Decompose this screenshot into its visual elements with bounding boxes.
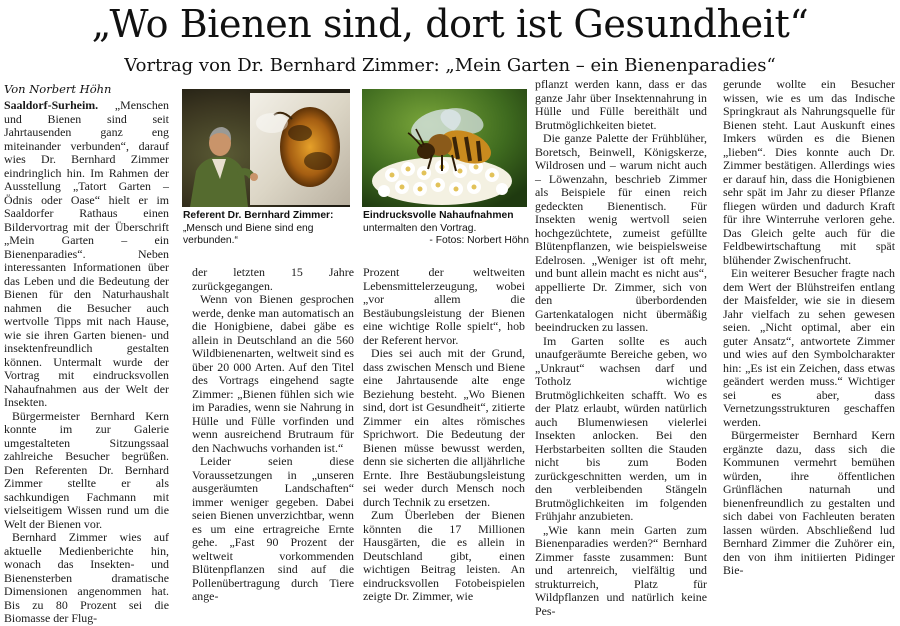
article-column-2 <box>192 265 354 603</box>
caption-label: Referent Dr. Bernhard Zimmer: <box>183 210 334 221</box>
speaker-photo <box>182 89 350 207</box>
paragraph: gerunde wollte ein Besucher wissen, wie es um das Indische Springkraut als Nahrungsquelle für Bienen steht. Laut Auskunft eines Imkers würden es die Bienen „lieben“. Dies konnte auch Dr. Zimmer bestätigen. Allerdings wies er darauf hin, dass die Honigbienen sehr spät im Jahr zu dieser Pflanze fliegen würden und dadurch Kraft für ihre Winterruhe verloren gehe. Das Gleich gelte auch für die Feldbewirtschaftung mit spät blühender Zwischenfrucht. <box>723 77 895 267</box>
photo-credit: - Fotos: Norbert Höhn <box>429 235 529 246</box>
paragraph: Im Garten sollte es auch unaufgeräumte Bereiche geben, wo „Unkraut“ wachsen darf und Totholz wichtige Brutmöglichkeiten schafft. Wo es der Platz erlaubt, würden natürlich auch Blumenwiesen vielerlei Insekten anlocken. Bei den Herbstarbeiten sollten die Stauden nicht bis zum Boden zurückgeschnitten werden, um in den verbleibenden Stängeln Brutmöglichkeiten im folgenden Frühjahr anzubieten. <box>535 333 707 523</box>
paragraph: „Wie kann mein Garten zum Bienenparadies werden?“ Bernhard Zimmer fasste zusammen: Bunt und artenreich, vielfältig und strukturreich, Platz für Wildpflanzen und natürlich keine Pes- <box>535 522 707 618</box>
paragraph <box>4 99 169 410</box>
dateline: Saaldorf-Surheim. <box>4 98 99 112</box>
bee-photo <box>362 89 527 207</box>
paragraph: Die ganze Palette der Frühblüher, Boretsch, Beinwell, Königskerze, Wildrosen und – warum nicht auch – Löwenzahn, beschrieb Zimmer als Beispiele für einen reich gedeckten Bienentisch. Für Insekten wenig wertvoll seien hochgezüchtete, zumeist gefüllte Blütenpflanzen, wie beispielsweise Edelrosen. „Weniger ist oft mehr, und bunt allein macht es nicht aus“, appellierte Dr. Zimmer, sich von den überbordenden Gartenkatalogen nicht übermäßig beeindrucken zu lassen. <box>535 131 707 334</box>
paragraph: Bürgermeister Bernhard Kern konnte im zur Galerie umgestalteten Sitzungssaal zahlreiche Besucher begrüßen. Den Referenten Dr. Bernhard Zimmer stellte er als sachkundigen Fachmann mit vielseitigem Wissen rund um die Welt der Bienen vor. <box>4 408 169 531</box>
paragraph: Dies sei auch mit der Grund, dass zwischen Mensch und Biene eine Jahrtausende alte enge Beziehung besteht. „Wo Bienen sind, dort ist Gesundheit“, zitierte Zimmer ein altes römisches Sprichwort. Die Bedeutung der Bienen müsse bewusst werden, denn sie sicherten die alljährliche Ernte. Ihre Bestäubungsleistung sei weder durch Mensch noch durch Technik zu ersetzen. <box>363 346 525 509</box>
paragraph-text: „Menschen und Bienen sind seit Jahrtausenden ganz eng miteinander verbunden“, darauf wies Dr. Bernhard Zimmer eindringlich hin. Im Rahmen der Ausstellung „Tatort Garten – Ödnis oder Oase“ hielt er im Saaldorfer Rathaus einen Bildervortrag mit der Überschrift „Mein Garten – ein Bienenparadies“. Neben interessanten Informationen über das Leben und die Bedeutung der Bienen für den Naturhaushalt nahmen die Besucher auch wertvolle Tipps mit nach Hause, wie sie ihren Garten bienen- und insektenfreundlich gestalten können. Untermalt wurde der Vortrag mit eindrucksvollen Nahaufnahmen aus der Welt der Insekten. <box>4 98 169 409</box>
paragraph: der letzten 15 Jahre zurückgegangen. <box>192 265 354 293</box>
article-column-5 <box>723 78 895 580</box>
article-column-3 <box>363 265 525 603</box>
paragraph: Leider seien diese Voraussetzungen in „unseren ausgeräumten Landschaften“ immer weniger gegeben. Dabei seien Bienen unverzichtbar, wenn es um eine ertragreiche Ernte gehe. „Fast 90 Prozent der weltweit vorkommenden Blütenpflanzen sind auf die Pollenübertragung durch Tiere ange- <box>192 454 354 603</box>
paragraph: Bürgermeister Bernhard Kern ergänzte dazu, dass sich die Kommunen vermehrt bemühen würden, ihre öffentlichen Grünflächen naturnah und bienenfreundlich zu gestalten und sich dabei von Fachleuten beraten lassen würden. Abschließend lud Bernhard Zimmer die Zuhörer ein, den von ihm initiierten Pidinger Bie- <box>723 428 895 577</box>
caption-text: untermalten den Vortrag. <box>363 222 477 234</box>
subheadline: Vortrag von Dr. Bernhard Zimmer: „Mein Garten – ein Bienenparadies“ <box>124 55 776 76</box>
speaker-photo-image <box>182 89 350 207</box>
article-column-4 <box>535 77 707 618</box>
caption-text: „Mensch und Biene sind eng verbunden.“ <box>183 222 314 246</box>
paragraph: Wenn von Bienen gesprochen werde, denke man automatisch an die Honigbiene, dabei gäbe es allein in Deutschland an die 560 Wildbienenarten, weltweit sind es über 20 000 Arten. Auf den Titel des Vortrags eingehend sagte Zimmer: „Bienen fühlen sich wie im Paradies, wenn sie Nahrung in Hülle und Fülle vorfinden und wenn ausreichend Brutraum für den Nachwuchs vorhanden ist.“ <box>192 292 354 455</box>
paragraph: pflanzt werden kann, dass er das ganze Jahr über Insektennahrung in Hülle und Fülle bereithält und Brutmöglichkeiten bietet. <box>535 77 707 132</box>
paragraph: Prozent der weltweiten Lebensmittelerzeugung, wobei „vor allem die Bestäubungsleistung der Bienen eine wichtige Rolle spielt“, hob der Referent hervor. <box>363 265 525 347</box>
paragraph: Zum Überleben der Bienen könnten die 17 Millionen Hausgärten, die es allein in Deutschland gibt, einen wichtigen Beitrag leisten. An eindrucksvollen Fotobeispielen zeigte Dr. Zimmer, wie <box>363 508 525 603</box>
byline: Von Norbert Höhn <box>4 82 112 96</box>
caption-label: Eindrucksvolle Nahaufnahmen <box>363 210 514 221</box>
paragraph: Bernhard Zimmer wies auf aktuelle Medienberichte hin, wonach das Insekten- und Bienensterben dramatische Dimensionen angenommen hat. Bis zu 80 Prozent sei die Biomasse der Flug- <box>4 530 169 625</box>
speaker-photo-caption <box>183 210 355 248</box>
bee-photo-caption <box>363 210 529 248</box>
bee-photo-image <box>362 89 527 207</box>
article-column-1 <box>4 98 169 625</box>
paragraph: Ein weiterer Besucher fragte nach dem Wert der Blühstreifen entlang der Maisfelder, wie sie in diesem Jahr vielfach zu sehen gewesen seien. „Nicht optimal, aber ein guter Ansatz“, antwortete Zimmer und wies auf den Symbolcharakter hin: „Es ist ein Zeichen, dass etwas geändert werden muss.“ Wichtiger sei es aber, dass Vernetzungsstrukturen geschaffen werden. <box>723 266 895 429</box>
headline: „Wo Bienen sind, dort ist Gesundheit“ <box>91 2 809 46</box>
